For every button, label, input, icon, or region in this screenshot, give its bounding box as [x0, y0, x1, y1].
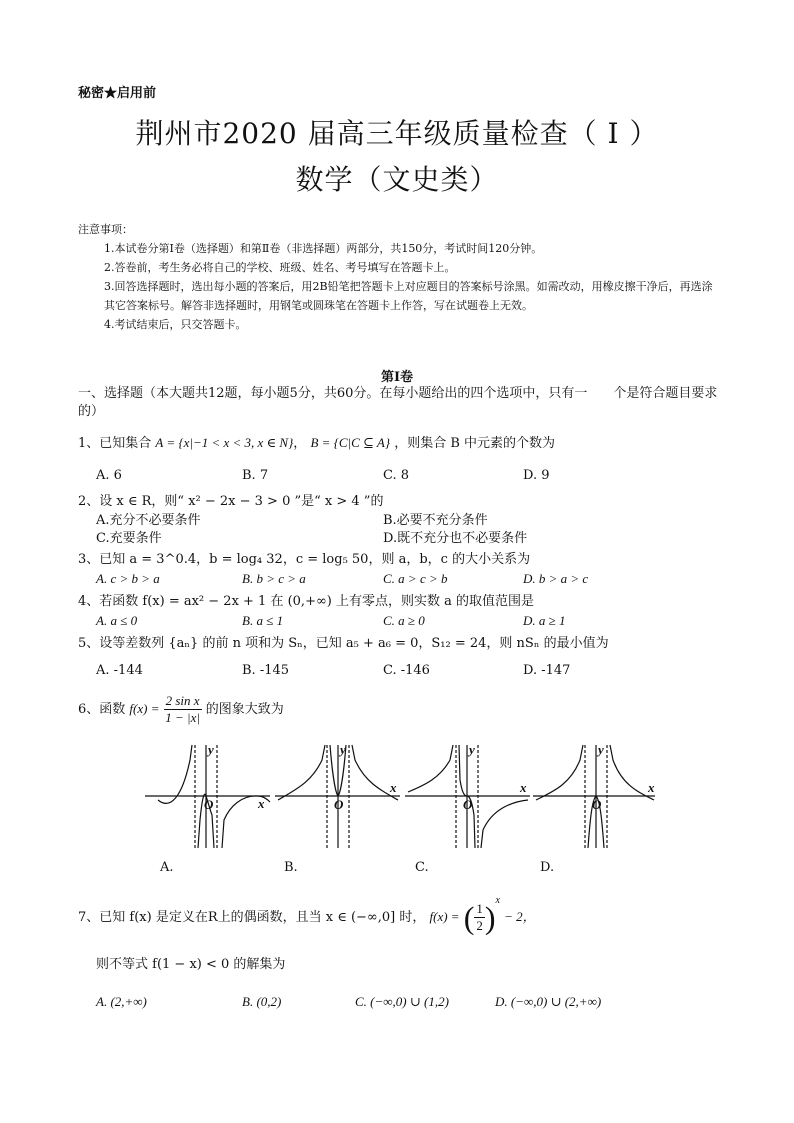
- q6-fx: f(x) =: [129, 701, 160, 716]
- q1-prefix: 1、已知集合: [78, 436, 152, 451]
- q6-suffix: 的图象大致为: [205, 702, 284, 717]
- confidential-label: 秘密★启用前: [78, 86, 157, 101]
- question-3: 3、已知 a = 3^0.4，b = log₄ 32，c = log₅ 50，则 a，b，c 的大小关系为: [78, 552, 531, 567]
- q7-right-paren: ): [484, 899, 496, 936]
- q1-set-a: A = {x|−1 < x < 3, x ∈ N}: [155, 435, 294, 450]
- graph-a-x-label: x: [258, 796, 265, 811]
- question-2: 2、设 x ∈ R，则“ x² − 2x − 3 > 0 ”是“ x > 4 ”的: [78, 494, 384, 509]
- question-1: 1、已知集合 A = {x|−1 < x < 3, x ∈ N}， B = {C|C ⊆ A} ，则集合 B 中元素的个数为: [78, 435, 556, 451]
- instructions: [78, 220, 718, 334]
- q3-option-a: A. c > b > a: [96, 571, 160, 586]
- q6-option-a: A.: [160, 860, 174, 875]
- graph-c-y-label: y: [469, 742, 475, 757]
- q3-option-b: B. b > c > a: [242, 571, 306, 586]
- q5-option-a: A. -144: [96, 663, 143, 678]
- question-5: 5、设等差数列 {aₙ} 的前 n 项和为 Sₙ，已知 a₅ + a₆ = 0，S₁₂ = 24，则 nSₙ 的最小值为: [78, 636, 609, 651]
- graph-a-origin: O: [204, 797, 214, 812]
- q7-numerator: 1: [476, 901, 483, 916]
- graph-b-x-label: x: [390, 780, 397, 795]
- q7-prefix: 7、已知 f(x) 是定义在R上的偶函数，且当 x ∈ (−∞,0] 时，: [78, 910, 426, 925]
- graph-d-y-label: y: [598, 742, 604, 757]
- q6-numerator: 2 sin x: [165, 693, 200, 708]
- q6-prefix: 6、函数: [78, 702, 126, 717]
- graph-b-origin: O: [334, 797, 344, 812]
- graph-b-y-label: y: [340, 742, 346, 757]
- q4-option-d: D. a ≥ 1: [523, 613, 566, 628]
- question-6: [78, 693, 284, 726]
- instruction-item: 2.答卷前，考生务必将自己的学校、班级、姓名、考号填写在答题卡上。: [104, 261, 456, 274]
- q1-option-d: D. 9: [523, 468, 550, 483]
- q7-denominator: 2: [476, 918, 483, 933]
- q6-option-b: B.: [284, 860, 298, 875]
- q3-option-c: C. a > c > b: [383, 571, 448, 586]
- exam-title: 荆州市2020 届高三年级质量检查（ Ⅰ ）: [135, 117, 659, 150]
- q7-line2: 则不等式 f(1 − x) < 0 的解集为: [96, 957, 286, 972]
- q7-fraction: [474, 901, 485, 934]
- q7-exponent: x: [495, 895, 500, 906]
- graph-c-x-label: x: [520, 780, 527, 795]
- q5-option-c: C. -146: [383, 663, 430, 678]
- instructions-heading: 注意事项：: [78, 223, 133, 236]
- graph-a-y-label: y: [208, 742, 214, 757]
- q6-graphs: [140, 740, 660, 850]
- instruction-item: 4.考试结束后，只交答题卡。: [104, 318, 247, 331]
- q2-option-a: A.充分不必要条件: [96, 513, 201, 528]
- q5-option-d: D. -147: [523, 663, 571, 678]
- q7-tail: − 2，: [504, 909, 536, 924]
- q6-denominator: 1 − |x|: [165, 710, 200, 725]
- q1-option-c: C. 8: [383, 468, 410, 483]
- q6-option-c: C.: [415, 860, 429, 875]
- q4-option-b: B. a ≤ 1: [242, 613, 284, 628]
- question-7: [78, 895, 536, 934]
- q7-option-d: D. (−∞,0) ∪ (2,+∞): [495, 994, 602, 1009]
- graph-d-origin: O: [592, 797, 602, 812]
- q7-fx: f(x) =: [429, 909, 460, 924]
- q3-option-d: D. b > a > c: [523, 571, 589, 586]
- q4-option-c: C. a ≥ 0: [383, 613, 425, 628]
- q1-option-a: A. 6: [96, 468, 122, 483]
- section-heading: 一、选择题（本大题共12题，每小题5分，共60分。在每小题给出的四个选项中，只有一 个是符合题目要求的）: [78, 386, 718, 419]
- q7-option-c: C. (−∞,0) ∪ (1,2): [355, 994, 449, 1009]
- q7-left-paren: (: [463, 899, 475, 936]
- q2-option-b: B.必要不充分条件: [383, 513, 488, 528]
- q6-fraction: [164, 693, 202, 726]
- q6-option-d: D.: [540, 860, 555, 875]
- instruction-item: 1.本试卷分第Ⅰ卷（选择题）和第Ⅱ卷（非选择题）两部分，共150分，考试时间120分钟。: [104, 242, 543, 255]
- instruction-item: 3.回答选择题时，选出每小题的答案后，用2B铅笔把答题卡上对应题目的答案标号涂黑。如需改动，用橡皮擦干净后，再选涂其它答案标号。解答非选择题时，用钢笔或圆珠笔在答题卡上作答，写在试题卷上无效。: [104, 280, 713, 312]
- q1-suffix: ，则集合 B 中元素的个数为: [394, 436, 556, 451]
- q5-option-b: B. -145: [242, 663, 290, 678]
- graph-c-origin: O: [463, 797, 473, 812]
- volume-heading: 第Ⅰ卷: [380, 370, 414, 385]
- q7-option-b: B. (0,2): [242, 994, 282, 1009]
- q7-option-a: A. (2,+∞): [96, 994, 147, 1009]
- q1-option-b: B. 7: [242, 468, 269, 483]
- exam-subtitle: 数学（文史类）: [295, 163, 499, 196]
- q2-option-d: D.既不充分也不必要条件: [383, 531, 528, 546]
- q2-option-c: C.充要条件: [96, 531, 162, 546]
- graph-d-x-label: x: [648, 780, 655, 795]
- q4-option-a: A. a ≤ 0: [96, 613, 138, 628]
- q1-set-b: B = {C|C ⊆ A}: [310, 435, 391, 450]
- question-4: 4、若函数 f(x) = ax² − 2x + 1 在 (0,+∞) 上有零点，则实数 a 的取值范围是: [78, 594, 535, 609]
